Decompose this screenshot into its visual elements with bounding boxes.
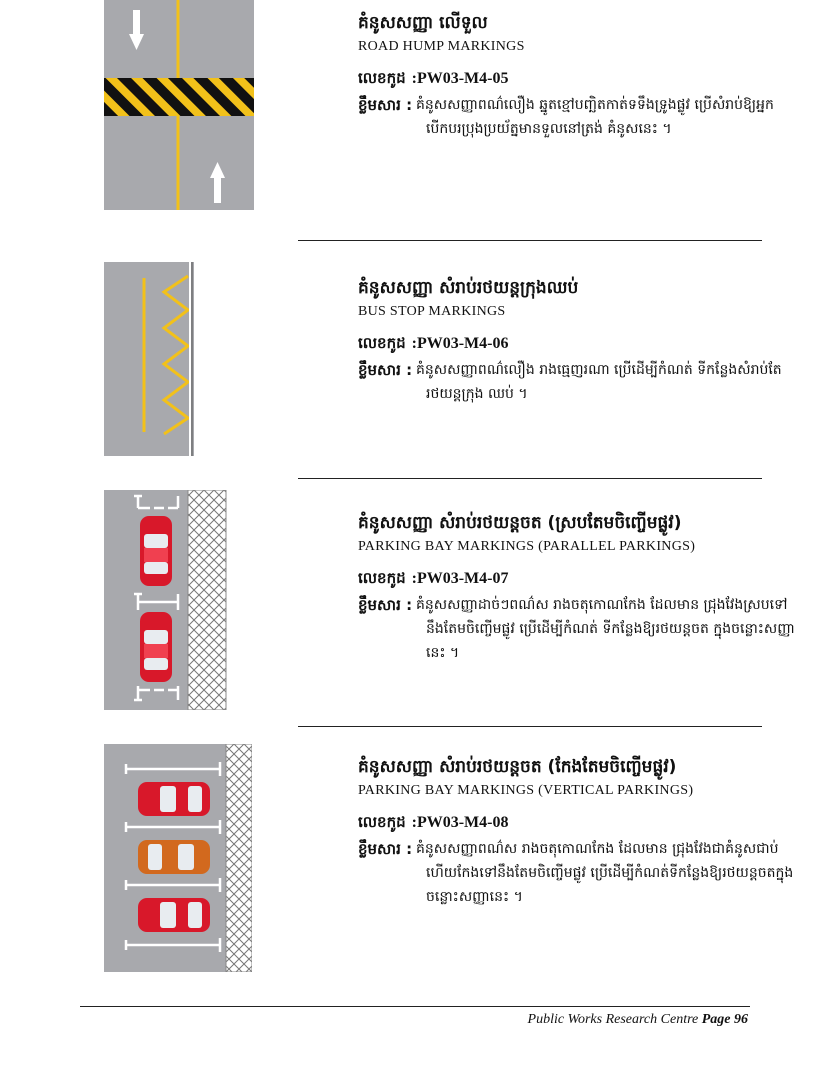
sidewalk [226, 744, 252, 972]
entry-road-hump [358, 12, 798, 141]
divider [298, 478, 762, 479]
road-surface [104, 262, 194, 456]
entry-title-english: ROAD HUMP MARKINGS [358, 39, 525, 54]
road-hump-diagram [104, 0, 254, 210]
page-number: Page 96 [701, 1012, 748, 1027]
description-label: ខ្លឹមសារ : [358, 596, 413, 614]
description-text: គំនូសសញ្ញាពណ៌លឿង ឆ្នូតខ្មៅបញ្ឆិតកាត់ទទឹងទ្រូងផ្លូវ ប្រើសំរាប់ឱ្យអ្នកបើកបរប្រុងប្រយ័ត្នមានទួលនៅត្រង់ គំនូសនេះ ។ [416, 97, 774, 137]
car [138, 782, 210, 816]
entry-title-khmer: គំនូសសញ្ញា សំរាប់រថយន្តក្រុងឈប់ [358, 278, 579, 298]
description-text: គំនូសសញ្ញាដាច់ៗពណ៌ស រាងចតុកោណកែង ដែលមាន ជ្រុងវែងស្របទៅនឹងតែមចិញ្ចើមផ្លូវ ប្រើដើម្បីកំណត់ ទីកន្លែងឱ្យរថយន្តចត ក្នុងចន្លោះសញ្ញានេះ ។ [416, 597, 795, 661]
footer-divider [80, 1006, 750, 1007]
car [140, 612, 172, 682]
code-value: :PW03-M4-05 [411, 70, 509, 87]
car [140, 516, 172, 586]
code-value: :PW03-M4-07 [411, 570, 509, 587]
description [358, 358, 798, 406]
entry-title-english: PARKING BAY MARKINGS (VERTICAL PARKINGS) [358, 783, 694, 798]
sidewalk [188, 490, 226, 710]
car [138, 840, 210, 874]
entry-title-khmer: គំនូសសញ្ញា សំរាប់រថយន្តចត (កែងតែមចិញ្ចើមផ្លូវ) [358, 757, 677, 777]
entry-title-khmer: គំនូសសញ្ញា សំរាប់រថយន្តចត (ស្របតែមចិញ្ចើមផ្លូវ) [358, 513, 682, 533]
entry-vertical-parking [358, 756, 798, 909]
code-label: លេខកូដ [358, 334, 406, 352]
code-label: លេខកូដ [358, 813, 406, 831]
hump-band [104, 78, 254, 116]
description [358, 593, 798, 665]
code-value: :PW03-M4-08 [411, 814, 509, 831]
description-text: គំនូសសញ្ញាពណ៌លឿង រាងធ្មេញរណា ប្រើដើម្បីកំណត់ ទីកន្លែងសំរាប់តែរថយន្តក្រុង ឈប់ ។ [416, 362, 782, 402]
code-label: លេខកូដ [358, 569, 406, 587]
footer-organization: Public Works Research Centre [527, 1012, 699, 1027]
code-value: :PW03-M4-06 [411, 335, 509, 352]
divider [298, 726, 762, 727]
code-row [358, 333, 798, 354]
description-label: ខ្លឹមសារ : [358, 361, 413, 379]
description [358, 837, 798, 909]
divider [298, 240, 762, 241]
page-footer [528, 1012, 748, 1028]
bus-stop-diagram [104, 262, 194, 456]
description [358, 93, 798, 141]
entry-title-english: PARKING BAY MARKINGS (PARALLEL PARKINGS) [358, 539, 696, 554]
entry-title-english: BUS STOP MARKINGS [358, 304, 506, 319]
code-row [358, 812, 798, 833]
code-row [358, 68, 798, 89]
entry-parallel-parking [358, 512, 798, 665]
description-label: ខ្លឹមសារ : [358, 96, 413, 114]
entry-bus-stop [358, 277, 798, 406]
car [138, 898, 210, 932]
vertical-parking-diagram [104, 744, 252, 972]
code-row [358, 568, 798, 589]
code-label: លេខកូដ [358, 69, 406, 87]
description-label: ខ្លឹមសារ : [358, 840, 413, 858]
entry-title-khmer: គំនូសសញ្ញា លើទួល [358, 13, 488, 33]
parallel-parking-diagram [104, 490, 228, 710]
description-text: គំនូសសញ្ញាពណ៌ស រាងចតុកោណកែង ដែលមាន ជ្រុងវែងជាគំនូសជាប់ ហើយកែងទៅនឹងតែមចិញ្ចើមផ្លូវ ប្រើដើម្បីកំណត់ទីកន្លែងឱ្យរថយន្តចតក្នុងចន្លោះសញ្ញានេះ ។ [416, 841, 794, 905]
